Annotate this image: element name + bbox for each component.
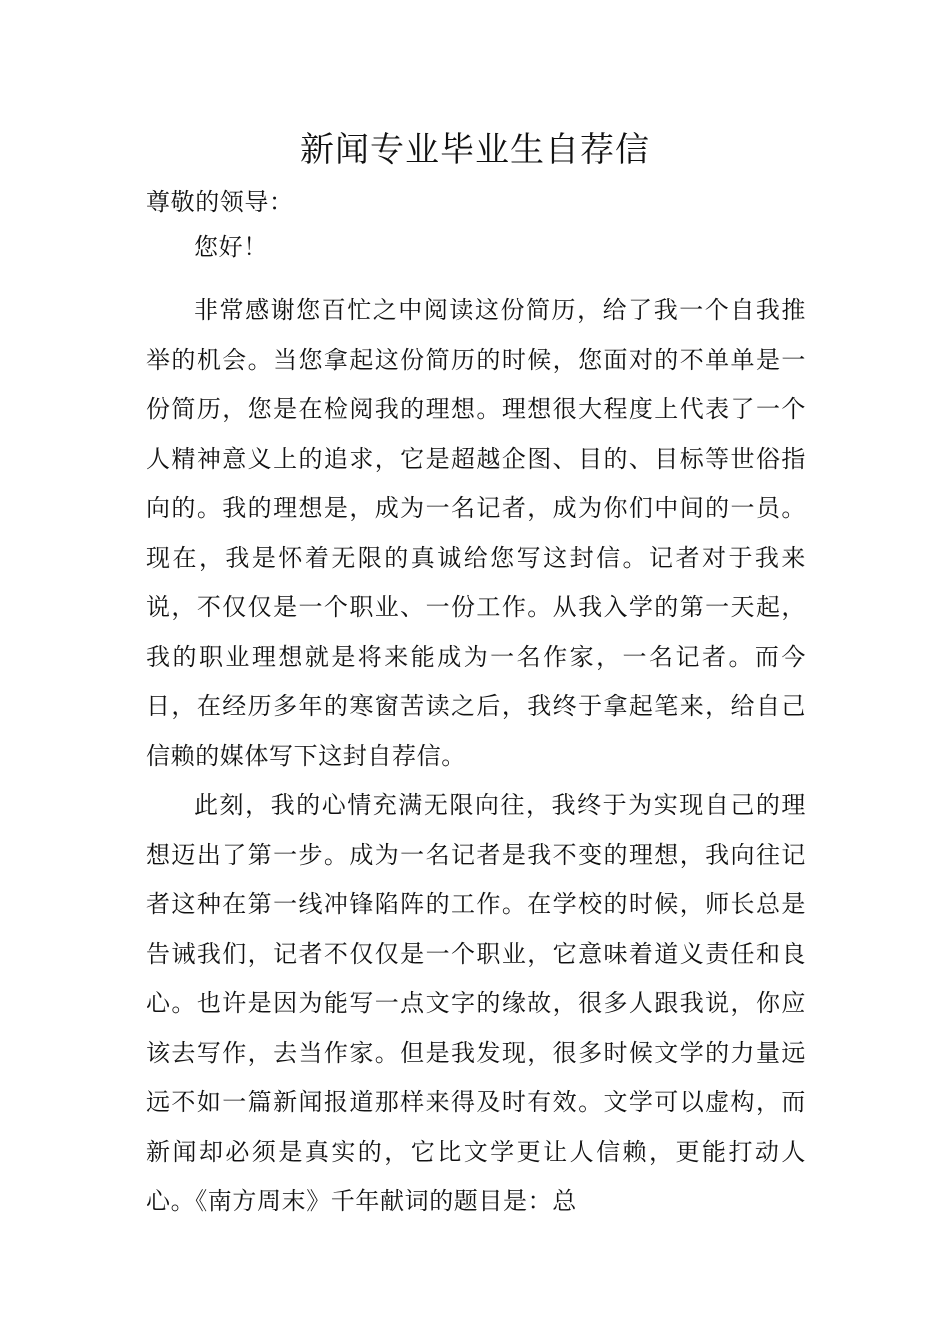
greeting: 您好！ [194, 233, 268, 261]
paragraph-2: 此刻，我的心情充满无限向往，我终于为实现自己的理想迈出了第一步。成为一名记者是我不变的理想，我向往记者这种在第一线冲锋陷阵的工作。在学校的时候，师长总是告诫我们，记者不仅仅是一个职业，它意味着道义责任和良心。也许是因为能写一点文字的缘故，很多人跟我说，你应该去写作，去当作家。但是我发现，很多时候文学的力量远远不如一篇新闻报道那样来得及时有效。文学可以虚构，而新闻却必须是真实的，它比文学更让人信赖，更能打动人心。《南方周末》千年献词的题目是：总 [146, 791, 806, 1215]
document-title: 新闻专业毕业生自荐信 [300, 130, 650, 170]
letter-body [146, 178, 806, 1227]
paragraph-1: 非常感谢您百忙之中阅读这份简历，给了我一个自我推举的机会。当您拿起这份简历的时候，您面对的不单单是一份简历，您是在检阅我的理想。理想很大程度上代表了一个人精神意义上的追求，它是超越企图、目的、目标等世俗指向的。我的理想是，成为一名记者，成为你们中间的一员。现在，我是怀着无限的真诚给您写这封信。记者对于我来说，不仅仅是一个职业、一份工作。从我入学的第一天起，我的职业理想就是将来能成为一名作家，一名记者。而今日，在经历多年的寒窗苦读之后，我终于拿起笔来，给自己信赖的媒体写下这封自荐信。 [146, 296, 806, 770]
salutation: 尊敬的领导： [146, 188, 294, 216]
